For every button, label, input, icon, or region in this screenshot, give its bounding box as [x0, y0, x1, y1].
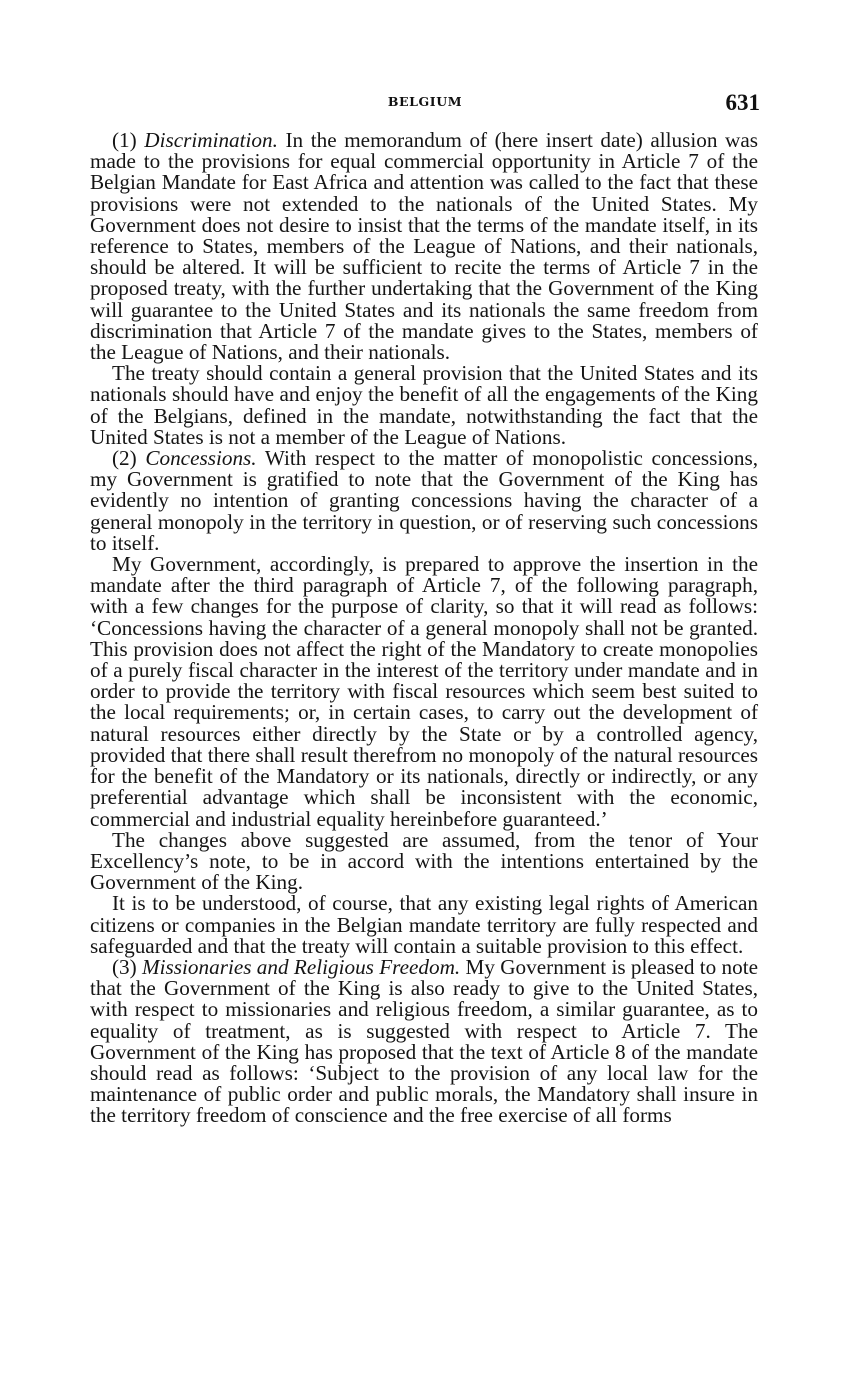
section-number: (1)	[112, 128, 145, 152]
paragraph-text: The changes above suggested are assumed, from the tenor of Your Excellency’s note, to be in accord with the intentions entertained by the Government of the King.	[90, 827, 758, 895]
paragraph-text: My Government, accordingly, is prepared to approve the insertion in the mandate after the third paragraph of Article 7, of the following paragraph, with a few changes for the purpose of clarity, so that it will read as follows: ‘Concessions having the character of a general monopoly shall not be granted. This provision does not affect the right of the Mandatory to create monopolies of a purely fiscal character in the interest of the territory under mandate and in order to provide the territory with fiscal resources which seem best suited to the local requirements; or, in certain cases, to carry out the development of natural resources either directly by the State or by a controlled agency, provided that there shall result therefrom no monopoly of the natural resources for the benefit of the Mandatory or its nationals, directly or indirectly, or any preferential advantage which shall be inconsistent with the economic, commercial and industrial equality hereinbefore guaranteed.’	[90, 552, 758, 831]
section-number: (3)	[112, 954, 143, 979]
section-number: (2)	[112, 446, 146, 471]
section-heading-discrimination: Discrimination.	[144, 128, 278, 152]
section-heading-missionaries: Missionaries and Religious Freedom.	[142, 954, 461, 979]
paragraph-text: The treaty should contain a general provision that the United States and its nationals should have and enjoy the benefit of all the engagements of the King of the Belgians, defined in the mandate, notwithstanding the fact that the United States is not a member of the League of Nations.	[90, 361, 758, 449]
section-heading-concessions: Concessions.	[145, 446, 257, 471]
paragraph-general-provision	[90, 363, 758, 448]
paragraph-text: With respect to the matter of monopolistic concessions, my Government is gratified to note that the Government of the King has evidently no intention of granting concessions having the character of a general monopoly in the territory in question, or of reserving such concessions to itself.	[90, 446, 758, 555]
body-text	[90, 130, 758, 1127]
paragraph-article-7-insertion	[90, 554, 758, 830]
page-number: 631	[725, 90, 760, 115]
running-header	[90, 90, 760, 118]
paragraph-text: My Government is pleased to note that the Government of the King is also ready to give to the United States, with respect to missionaries and religious freedom, a similar guarantee, as to equality of treatment, as is suggested with respect to Article 7. The Government of the King has proposed that the text of Article 8 of the mandate should read as follows: ‘Subject to the provision of any local law for the maintenance of public order and public morals, the Mandatory shall insure in the territory freedom of conscience and the free exercise of all forms	[90, 954, 758, 1128]
paragraph-concessions	[90, 448, 758, 554]
paragraph-discrimination	[90, 130, 758, 363]
paragraph-missionaries	[90, 954, 758, 1128]
running-title: BELGIUM	[387, 94, 463, 109]
paragraph-changes-assumed	[90, 827, 758, 895]
paragraph-text: It is to be understood, of course, that any existing legal rights of American citizens or companies in the Belgian mandate territory are fully respected and safeguarded and that the treaty will contain a suitable provision to this effect.	[90, 891, 758, 958]
paragraph-text: In the memorandum of (here insert date) allusion was made to the provisions for equal commercial opportunity in Article 7 of the Belgian Mandate for East Africa and attention was called to the fact that these provisions were not extended to the nationals of the United States. My Government does not desire to insist that the terms of the mandate itself, in its reference to States, members of the League of Nations, and their nationals, should be altered. It will be sufficient to recite the terms of Article 7 in the proposed treaty, with the further undertaking that the Government of the King will guarantee to the United States and its nationals the same freedom from discrimination that Article 7 of the mandate gives to the States, members of the League of Nations, and their nationals.	[90, 128, 758, 365]
paragraph-legal-rights	[90, 893, 758, 957]
